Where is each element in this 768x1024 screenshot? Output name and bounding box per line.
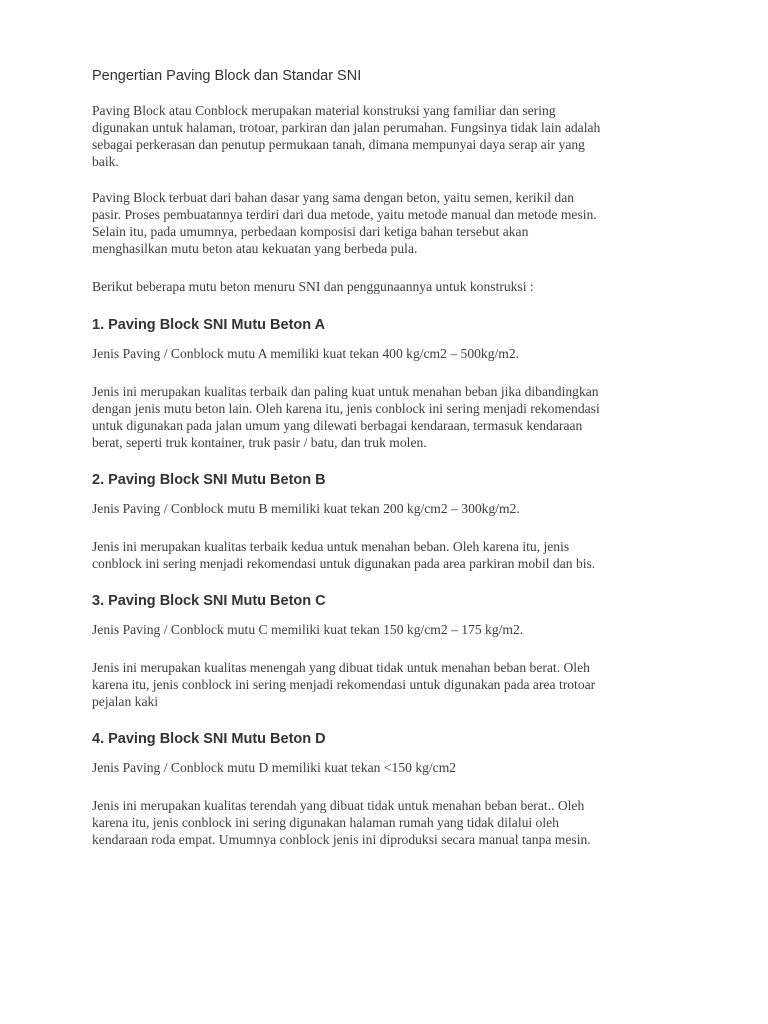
section-spec: Jenis Paving / Conblock mutu B memiliki kuat tekan 200 kg/cm2 – 300kg/m2. xyxy=(92,501,520,516)
section-description: Jenis ini merupakan kualitas terendah yang dibuat tidak untuk menahan beban berat.. Oleh karena itu, jenis conblock ini sering digunakan halaman rumah yang tidak dilalui oleh kendaraan roda empat. Umumnya conblock jenis ini diproduksi secara manual tanpa mesin. xyxy=(92,798,591,847)
section-heading: 2. Paving Block SNI Mutu Beton B xyxy=(92,472,326,488)
section-mutu-b xyxy=(92,470,692,572)
intro-paragraph-1: Paving Block atau Conblock merupakan material konstruksi yang familiar dan sering digunakan untuk halaman, trotoar, parkiran dan jalan perumahan. Fungsinya tidak lain adalah sebagai perkerasan dan penutup permukaan tanah, dimana mempunyai daya serap air yang baik. xyxy=(92,103,601,169)
document-page xyxy=(92,60,692,848)
section-description: Jenis ini merupakan kualitas menengah yang dibuat tidak untuk menahan beban berat. Oleh karena itu, jenis conblock ini sering menjadi rekomendasi untuk digunakan pada area trotoar pejalan kaki xyxy=(92,660,596,709)
section-spec: Jenis Paving / Conblock mutu C memiliki kuat tekan 150 kg/cm2 – 175 kg/m2. xyxy=(92,622,524,637)
section-spec: Jenis Paving / Conblock mutu D memiliki kuat tekan <150 kg/cm2 xyxy=(92,760,457,775)
section-mutu-a xyxy=(92,315,692,451)
section-mutu-d xyxy=(92,729,692,848)
page-title: Pengertian Paving Block dan Standar SNI xyxy=(92,68,362,84)
section-heading: 4. Paving Block SNI Mutu Beton D xyxy=(92,731,326,747)
section-spec: Jenis Paving / Conblock mutu A memiliki kuat tekan 400 kg/cm2 – 500kg/m2. xyxy=(92,346,520,361)
intro-paragraph-2: Paving Block terbuat dari bahan dasar yang sama dengan beton, yaitu semen, kerikil dan pasir. Proses pembuatannya terdiri dari dua metode, yaitu metode manual dan metode mesin. Selain itu, pada umumnya, perbedaan komposisi dari ketiga bahan tersebut akan menghasilkan mutu beton atau kekuatan yang berbeda pula. xyxy=(92,190,597,256)
section-mutu-c xyxy=(92,591,692,710)
intro-paragraph-3: Berikut beberapa mutu beton menuru SNI dan penggunaannya untuk konstruksi : xyxy=(92,279,534,294)
section-description: Jenis ini merupakan kualitas terbaik dan paling kuat untuk menahan beban jika dibandingkan dengan jenis mutu beton lain. Oleh karena itu, jenis conblock ini sering menjadi rekomendasi untuk digunakan pada jalan umum yang dilewati berbagai kendaraan, termasuk kendaraan berat, seperti truk kontainer, truk pasir / batu, dan truk molen. xyxy=(92,384,600,450)
section-heading: 3. Paving Block SNI Mutu Beton C xyxy=(92,593,326,609)
section-heading: 1. Paving Block SNI Mutu Beton A xyxy=(92,317,326,333)
section-description: Jenis ini merupakan kualitas terbaik kedua untuk menahan beban. Oleh karena itu, jenis conblock ini sering menjadi rekomendasi untuk digunakan pada area parkiran mobil dan bis. xyxy=(92,539,596,571)
